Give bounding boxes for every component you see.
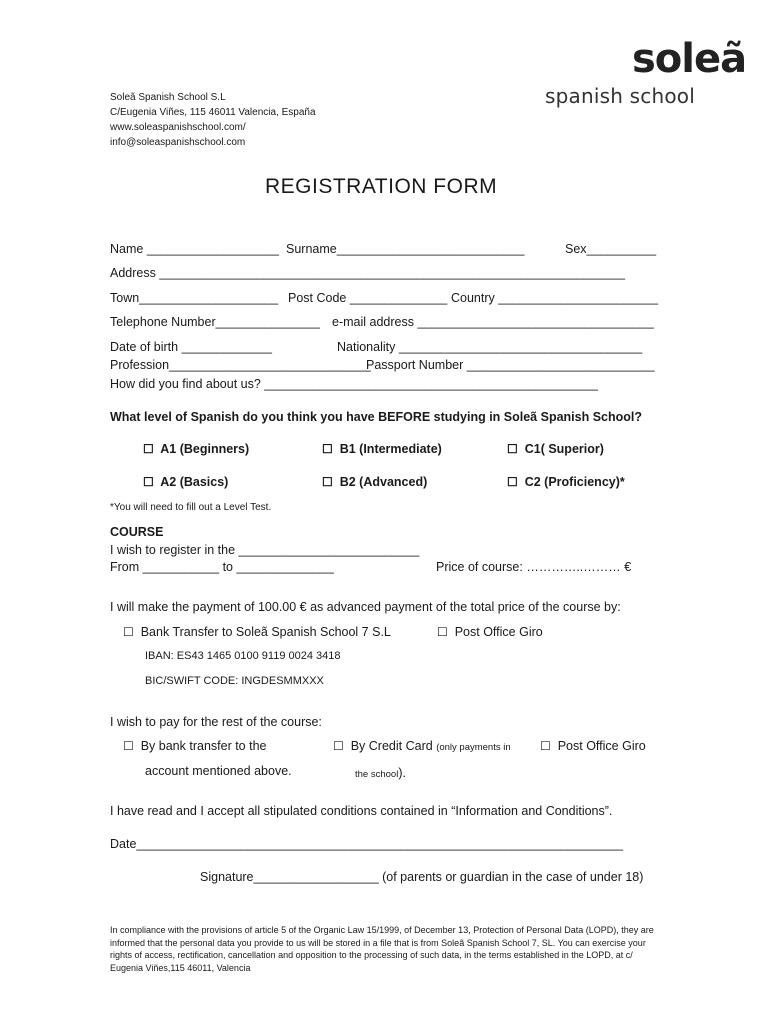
option-b2[interactable]: ☐ B2 (Advanced) (322, 475, 428, 489)
option-a2[interactable]: ☐ A2 (Basics) (143, 475, 229, 489)
credit-card-note: the school). (355, 766, 406, 780)
date-field[interactable]: Date______________________________________________________________________ (110, 837, 624, 851)
sex-field[interactable]: Sex__________ (565, 242, 657, 256)
bic-swift: BIC/SWIFT CODE: INGDESMMXXX (145, 675, 324, 687)
checkbox-icon[interactable]: ☐ (143, 475, 154, 489)
checkbox-icon[interactable]: ☐ (333, 739, 344, 753)
passport-field[interactable]: Passport Number ___________________________ (366, 358, 655, 372)
option-rest-post-office-giro[interactable]: ☐ Post Office Giro (540, 739, 646, 753)
postcode-field[interactable]: Post Code ______________ (288, 291, 448, 305)
email-field[interactable]: e-mail address __________________________________ (332, 315, 654, 329)
payment-intro: I will make the payment of 100.00 € as advanced payment of the total price of the course by: (110, 600, 621, 614)
level-question: What level of Spanish do you think you have BEFORE studying in Soleã Spanish School? (110, 410, 643, 424)
course-register-field[interactable]: I wish to register in the __________________________ (110, 543, 420, 557)
course-dates-field[interactable]: From ___________ to ______________ (110, 560, 334, 574)
option-credit-card[interactable]: ☐ By Credit Card (only payments in (333, 739, 511, 753)
option-bank-transfer[interactable]: ☐ Bank Transfer to Soleã Spanish School 7 S.L (123, 625, 391, 639)
course-price-field[interactable]: Price of course: …………..……… € (436, 560, 632, 574)
signature-field[interactable]: Signature__________________ (of parents or guardian in the case of under 18) (200, 870, 644, 884)
course-heading: COURSE (110, 525, 164, 539)
country-field[interactable]: Country _______________________ (451, 291, 659, 305)
dob-field[interactable]: Date of birth _____________ (110, 340, 272, 354)
accept-statement: I have read and I accept all stipulated conditions contained in “Information and Conditions”. (110, 804, 613, 818)
option-b1[interactable]: ☐ B1 (Intermediate) (322, 442, 442, 456)
checkbox-icon[interactable]: ☐ (123, 739, 134, 753)
rest-intro: I wish to pay for the rest of the course: (110, 715, 322, 729)
school-email: info@soleaspanishschool.com (110, 137, 246, 148)
school-address: C/Eugenia Viñes, 115 46011 Valencia, España (110, 107, 316, 118)
profession-field[interactable]: Profession_____________________________ (110, 358, 371, 372)
page-title: REGISTRATION FORM (265, 175, 498, 198)
checkbox-icon[interactable]: ☐ (143, 442, 154, 456)
name-field[interactable]: Name ___________________ (110, 242, 279, 256)
option-post-office-giro[interactable]: ☐ Post Office Giro (437, 625, 543, 639)
option-a1[interactable]: ☐ A1 (Beginners) (143, 442, 250, 456)
option-rest-bank-transfer[interactable]: ☐ By bank transfer to the (123, 739, 267, 753)
privacy-notice: In compliance with the provisions of article 5 of the Organic Law 15/1999, of December 13, Protection of Personal Data (LOPD), they are informed that the personal data you provide to us will be stored in a file that is from Soleã Spanish School 7, SL. You can exercise your rights of access, rectification, cancellation and opposition to the processing of such data, in the terms established in the LOPD, at c/ Eugenia Viñes,115 46011, Valencia (110, 925, 654, 973)
logo-main: soleã (632, 36, 747, 82)
telephone-field[interactable]: Telephone Number_______________ (110, 315, 320, 329)
town-field[interactable]: Town____________________ (110, 291, 279, 305)
school-web: www.soleaspanishschool.com/ (110, 122, 246, 133)
option-c2[interactable]: ☐ C2 (Proficiency)* (507, 475, 625, 489)
checkbox-icon[interactable]: ☐ (322, 475, 333, 489)
level-note: *You will need to fill out a Level Test. (110, 502, 272, 513)
checkbox-icon[interactable]: ☐ (507, 442, 518, 456)
rest-bank-transfer-line2: account mentioned above. (145, 764, 292, 778)
iban: IBAN: ES43 1465 0100 9119 0024 3418 (145, 650, 341, 662)
checkbox-icon[interactable]: ☐ (437, 625, 448, 639)
surname-field[interactable]: Surname___________________________ (286, 242, 525, 256)
school-name: Soleã Spanish School S.L (110, 92, 226, 103)
option-c1[interactable]: ☐ C1( Superior) (507, 442, 604, 456)
nationality-field[interactable]: Nationality ___________________________________ (337, 340, 643, 354)
source-field[interactable]: How did you find about us? ________________________________________________ (110, 377, 598, 391)
logo-sub: spanish school (545, 84, 695, 108)
address-field[interactable]: Address ___________________________________________________________________ (110, 266, 626, 280)
checkbox-icon[interactable]: ☐ (123, 625, 134, 639)
checkbox-icon[interactable]: ☐ (540, 739, 551, 753)
checkbox-icon[interactable]: ☐ (507, 475, 518, 489)
checkbox-icon[interactable]: ☐ (322, 442, 333, 456)
